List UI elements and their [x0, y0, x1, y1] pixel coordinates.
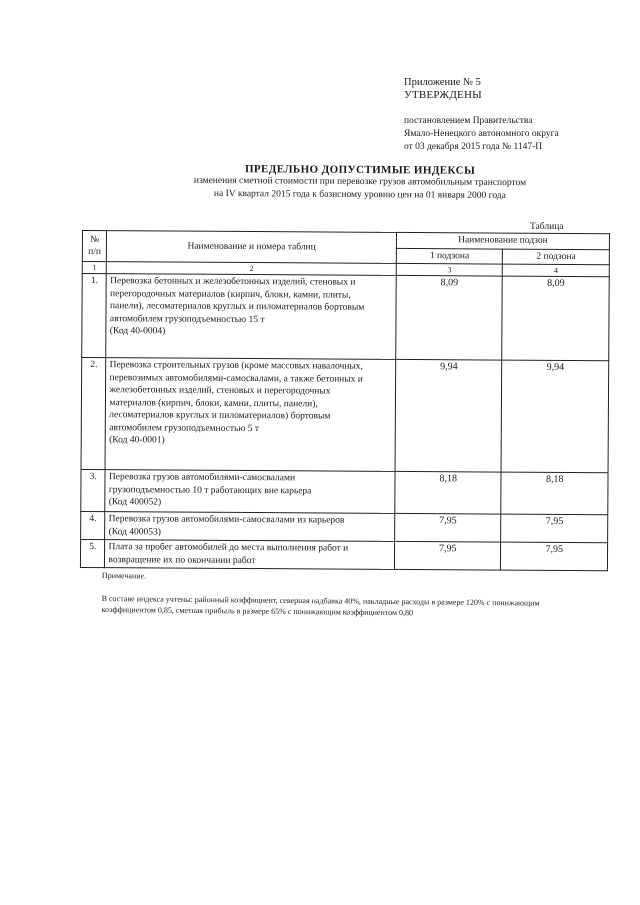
row-value-zone-1: 7,95 — [395, 513, 502, 542]
table-row — [82, 274, 610, 361]
row-text-line: (Код 40-0004) — [109, 326, 166, 337]
row-text-line: возвращение их по окончании работ — [108, 554, 256, 566]
row-description — [106, 274, 396, 360]
header-zone-group: Наименование подзон — [396, 232, 609, 249]
appendix-header — [404, 76, 482, 102]
row-value-zone-2: 7,95 — [501, 542, 608, 571]
notes-heading: Примечание. — [101, 570, 147, 581]
decree-line-1: постановлением Правительства — [404, 116, 533, 126]
header-num: № п/п — [82, 231, 107, 262]
document-title: ПРЕДЕЛЬНО ДОПУСТИМЫЕ ИНДЕКСЫ — [244, 163, 476, 177]
row-text-line: Перевозка строительных грузов (кроме массовых навалочных, — [109, 360, 363, 372]
table-row — [81, 511, 608, 542]
column-index: 1 — [82, 262, 107, 274]
row-text-line: перевозимых автомобилями-самосвалами, а также бетонных и — [109, 372, 363, 385]
row-text-line: автомобилем грузоподъемностью 5 т — [109, 422, 260, 434]
row-text-line: (Код 40-0001) — [109, 435, 165, 446]
table-row — [81, 358, 609, 473]
decree-line-2: Ямало-Ненецкого автономного округа — [404, 129, 559, 139]
notes-section — [102, 570, 602, 620]
row-value-zone-2: 8,09 — [502, 276, 609, 361]
document-subtitle-1: изменения сметной стоимости при перевозке грузов автомобильным транспортом — [193, 175, 527, 189]
row-description — [105, 512, 395, 542]
row-value-zone-1: 8,09 — [396, 275, 503, 360]
row-text-line: Перевозка бетонных и железобетонных изделий, стеновых и — [110, 276, 356, 288]
row-value-zone-1: 7,95 — [394, 541, 501, 570]
appendix-number: Приложение № 5 — [404, 77, 481, 88]
row-text-line: Плата за пробег автомобилей до места выполнения работ и — [108, 542, 349, 554]
header-zone-2: 2 подзона — [503, 249, 610, 265]
table-row — [81, 469, 608, 514]
row-description — [105, 358, 395, 472]
row-number: 2. — [81, 358, 106, 470]
document-subtitle-2: на IV квартал 2015 года к базисному уровню цен на 01 января 2000 года — [213, 188, 506, 202]
row-description — [105, 470, 395, 514]
table-label: Таблица — [530, 222, 564, 232]
row-text-line: Перевозка грузов автомобилями-самосвалами — [108, 472, 296, 484]
row-text-line: Перевозка грузов автомобилями-самосвалами из карьеров — [108, 514, 345, 526]
row-value-zone-2: 8,18 — [501, 472, 608, 515]
decree-line-3: от 03 декабря 2015 года № 1147-П — [404, 142, 543, 152]
row-number: 5. — [80, 539, 105, 567]
row-text-line: материалов (кирпич, блоки, камни, плиты, панели), — [109, 397, 318, 409]
table-row — [80, 539, 607, 570]
row-text-line: перегородочных материалов (кирпич, блоки, камни, плиты, — [110, 288, 351, 301]
document-heading — [150, 163, 570, 204]
approved-label: УТВЕРЖДЕНЫ — [404, 89, 482, 101]
notes-line-1: В составе индекса учтены: районный коэффициент, северная надбавка 40%, накладные расходы в размере 120% с понижающим — [101, 593, 540, 608]
table-header-row — [82, 231, 609, 250]
row-value-zone-1: 9,94 — [395, 359, 502, 472]
header-name: Наименование и номера таблиц — [107, 231, 397, 264]
column-index: 2 — [107, 262, 397, 276]
row-description — [105, 540, 395, 570]
row-text-line: (Код 400053) — [108, 526, 162, 537]
row-value-zone-1: 8,18 — [395, 471, 502, 514]
row-text-line: автомобилем грузоподъемностью 15 т — [109, 313, 265, 325]
row-text-line: (Код 400052) — [108, 497, 162, 508]
column-index: 3 — [396, 263, 503, 276]
row-text-line: грузоподъемностью 10 т работающих вне карьера — [108, 484, 312, 496]
row-number: 1. — [82, 274, 107, 358]
header-zone-1: 1 подзона — [396, 248, 503, 264]
row-text-line: железобетонных изделий, стеновых и перегородочных — [109, 385, 331, 397]
notes-line-2: коэффициентом 0,85, сметная прибыль в размере 65% с понижающим коэффициентом 0,80 — [101, 604, 414, 618]
decree-reference — [404, 115, 559, 154]
row-value-zone-2: 9,94 — [501, 360, 608, 473]
indices-table — [80, 230, 610, 571]
row-text-line: лесоматериалов круглых и пиломатериалов) бортовым — [109, 410, 331, 422]
row-number: 3. — [81, 469, 106, 511]
row-text-line: панели), лесоматериалов круглых и пиломатериалов бортовым — [109, 301, 365, 313]
row-value-zone-2: 7,95 — [501, 514, 608, 543]
row-number: 4. — [81, 511, 106, 539]
column-index: 4 — [503, 264, 610, 277]
